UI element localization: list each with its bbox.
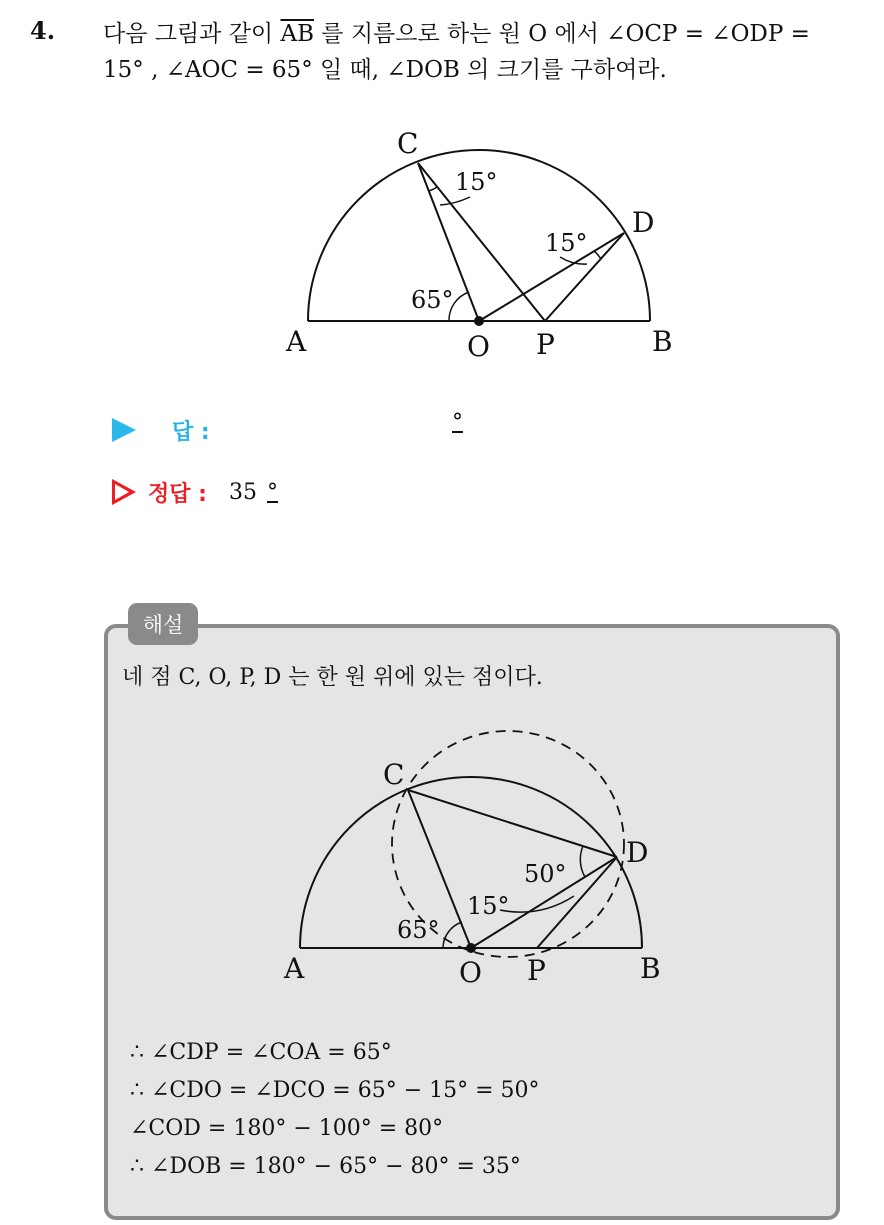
label-o: O xyxy=(459,956,482,989)
solution-step: ∴ ∠DOB = 180° − 65° − 80° = 35° xyxy=(130,1154,521,1179)
label-o: O xyxy=(467,330,490,363)
label-a: A xyxy=(284,952,305,985)
label-c: C xyxy=(383,758,405,791)
question-line-1-end: 를 지름으로 하는 원 O 에서 ∠OCP = ∠ODP = xyxy=(313,21,810,47)
segment-cd xyxy=(408,790,617,857)
answer-row xyxy=(112,412,210,448)
angle-cdo-label: 50° xyxy=(524,860,567,888)
answer-label: 답 : xyxy=(172,419,210,445)
outline-triangle-icon xyxy=(112,479,136,505)
label-a: A xyxy=(286,325,307,358)
angle-odp-arc xyxy=(594,251,601,259)
semicircle-figure xyxy=(270,118,690,368)
center-o-dot xyxy=(466,943,476,953)
angle-odp-pointer xyxy=(500,896,574,912)
label-p: P xyxy=(536,328,555,361)
correct-answer-label: 정답 : xyxy=(148,481,207,507)
angle-aoc-label: 65° xyxy=(411,286,454,314)
question-number: 4. xyxy=(30,16,56,45)
angle-aoc-label: 65° xyxy=(397,916,440,944)
angle-cdo-arc xyxy=(580,846,585,877)
solution-tab: 해설 xyxy=(128,603,198,645)
solution-step: ∠COD = 180° − 100° = 80° xyxy=(130,1116,444,1141)
correct-answer-row xyxy=(112,474,278,510)
solution-step: ∴ ∠CDP = ∠COA = 65° xyxy=(130,1040,392,1065)
angle-ocp-pointer xyxy=(440,197,470,205)
angle-odp-label: 15° xyxy=(545,229,588,257)
question-line-1-start: 다음 그림과 같이 xyxy=(103,21,281,47)
label-c: C xyxy=(397,127,419,160)
correct-answer-value: 35 xyxy=(228,479,257,505)
label-d: D xyxy=(632,206,655,239)
solution-statement: 네 점 C, O, P, D 는 한 원 위에 있는 점이다. xyxy=(122,665,543,690)
question-line-1 xyxy=(103,16,873,52)
label-b: B xyxy=(652,325,673,358)
angle-ocp-label: 15° xyxy=(455,168,498,196)
label-p: P xyxy=(527,954,546,987)
solution-step: ∴ ∠CDO = ∠DCO = 65° − 15° = 50° xyxy=(130,1078,540,1103)
answer-unit: ° xyxy=(452,410,463,435)
question-line-2: 15° , ∠AOC = 65° 일 때, ∠DOB 의 크기를 구하여라. xyxy=(103,57,667,83)
segment-ab: $\overline{AB}$ xyxy=(280,21,314,47)
solution-steps xyxy=(130,1034,540,1186)
question-text xyxy=(103,16,873,88)
center-o-dot xyxy=(474,316,484,326)
label-d: D xyxy=(626,836,649,869)
solution-figure xyxy=(270,722,690,1002)
angle-ocp-arc xyxy=(429,187,437,191)
correct-answer-unit: ° xyxy=(266,479,278,505)
angle-aoc-arc xyxy=(443,922,462,948)
play-triangle-icon xyxy=(112,418,136,442)
label-b: B xyxy=(640,952,661,985)
angle-odp-label: 15° xyxy=(467,892,510,920)
